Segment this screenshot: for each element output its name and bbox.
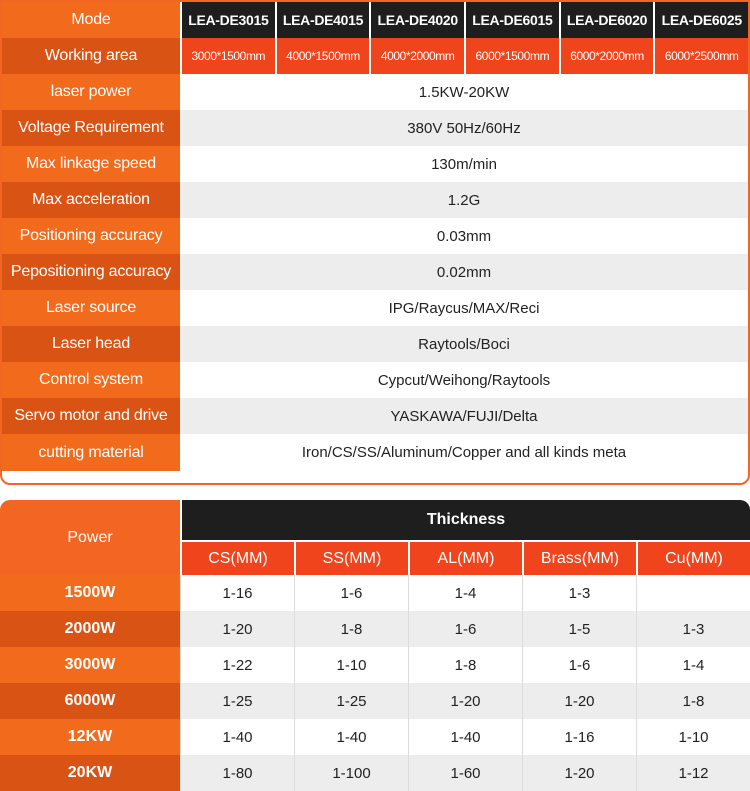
thickness-cell: 1-40 xyxy=(408,719,522,755)
table-row xyxy=(0,647,750,683)
table-row xyxy=(0,755,750,791)
model-cell: LEA-DE3015 xyxy=(180,2,275,38)
working-area-cell: 4000*2000mm xyxy=(369,38,464,74)
spec-row-mode xyxy=(2,2,748,38)
spec-label: Positioning accuracy xyxy=(2,218,180,254)
working-area-label: Working area xyxy=(2,38,180,74)
thickness-cell: 1-4 xyxy=(408,575,522,611)
spec-label: Pepositioning accuracy xyxy=(2,254,180,290)
thickness-cell: 1-8 xyxy=(636,683,750,719)
material-header: AL(MM) xyxy=(408,540,522,575)
thickness-cell: 1-12 xyxy=(636,755,750,791)
spec-label: Voltage Requirement xyxy=(2,110,180,146)
thickness-cell: 1-60 xyxy=(408,755,522,791)
spec-label: laser power xyxy=(2,74,180,110)
thickness-table xyxy=(0,500,750,791)
spec-label: Laser source xyxy=(2,290,180,326)
working-area-cell: 3000*1500mm xyxy=(180,38,275,74)
thickness-cell: 1-8 xyxy=(408,647,522,683)
power-cell: 3000W xyxy=(0,647,180,683)
thickness-cell: 1-10 xyxy=(294,647,408,683)
working-area-cell: 4000*1500mm xyxy=(275,38,370,74)
spec-label: Servo motor and drive xyxy=(2,398,180,434)
thickness-cell: 1-16 xyxy=(522,719,636,755)
mode-label: Mode xyxy=(2,2,180,38)
model-cell: LEA-DE4015 xyxy=(275,2,370,38)
thickness-cell: 1-25 xyxy=(180,683,294,719)
spec-value: YASKAWA/FUJI/Delta xyxy=(180,398,748,434)
thickness-cell: 1-20 xyxy=(522,683,636,719)
thickness-cell: 1-6 xyxy=(408,611,522,647)
thickness-title: Thickness xyxy=(180,500,750,540)
spec-row xyxy=(2,182,748,218)
spec-row-working-area xyxy=(2,38,748,74)
power-cell: 1500W xyxy=(0,575,180,611)
spec-row xyxy=(2,434,748,471)
thickness-cell: 1-6 xyxy=(522,647,636,683)
spec-row xyxy=(2,290,748,326)
thickness-cell: 1-20 xyxy=(180,611,294,647)
spec-label: cutting material xyxy=(2,434,180,471)
model-cell: LEA-DE4020 xyxy=(369,2,464,38)
thickness-cell xyxy=(636,575,750,611)
working-area-cell: 6000*2500mm xyxy=(653,38,748,74)
thickness-cell: 1-3 xyxy=(522,575,636,611)
spec-label: Control system xyxy=(2,362,180,398)
power-cell: 6000W xyxy=(0,683,180,719)
thickness-cell: 1-3 xyxy=(636,611,750,647)
spec-row xyxy=(2,110,748,146)
thickness-cell: 1-6 xyxy=(294,575,408,611)
thickness-cell: 1-100 xyxy=(294,755,408,791)
material-header: SS(MM) xyxy=(294,540,408,575)
spec-row xyxy=(2,218,748,254)
spec-value: Iron/CS/SS/Aluminum/Copper and all kinds meta xyxy=(180,434,748,471)
thickness-cell: 1-22 xyxy=(180,647,294,683)
working-area-cell: 6000*1500mm xyxy=(464,38,559,74)
model-cell: LEA-DE6015 xyxy=(464,2,559,38)
spec-row xyxy=(2,146,748,182)
power-header: Power xyxy=(0,500,180,575)
material-header: CS(MM) xyxy=(180,540,294,575)
thickness-cell: 1-10 xyxy=(636,719,750,755)
spec-row xyxy=(2,326,748,362)
table-row xyxy=(0,611,750,647)
spec-value: IPG/Raycus/MAX/Reci xyxy=(180,290,748,326)
material-header-row xyxy=(180,540,750,575)
thickness-cell: 1-16 xyxy=(180,575,294,611)
thickness-cell: 1-20 xyxy=(408,683,522,719)
spec-label: Laser head xyxy=(2,326,180,362)
spec-value: Raytools/Boci xyxy=(180,326,748,362)
spec-value: 1.5KW-20KW xyxy=(180,74,748,110)
table-row xyxy=(0,575,750,611)
power-cell: 12KW xyxy=(0,719,180,755)
spec-value: Cypcut/Weihong/Raytools xyxy=(180,362,748,398)
spec-row xyxy=(2,362,748,398)
thickness-cell: 1-5 xyxy=(522,611,636,647)
model-cell: LEA-DE6020 xyxy=(559,2,654,38)
thickness-cell: 1-8 xyxy=(294,611,408,647)
spec-row xyxy=(2,398,748,434)
spec-value: 0.02mm xyxy=(180,254,748,290)
thickness-header xyxy=(0,500,750,575)
thickness-cell: 1-40 xyxy=(180,719,294,755)
thickness-cell: 1-80 xyxy=(180,755,294,791)
working-area-cell: 6000*2000mm xyxy=(559,38,654,74)
spec-label: Max acceleration xyxy=(2,182,180,218)
model-cell: LEA-DE6025 xyxy=(653,2,748,38)
thickness-body xyxy=(0,575,750,791)
spec-label: Max linkage speed xyxy=(2,146,180,182)
power-cell: 2000W xyxy=(0,611,180,647)
table-row xyxy=(0,683,750,719)
table-row xyxy=(0,719,750,755)
thickness-cell: 1-25 xyxy=(294,683,408,719)
spec-value: 1.2G xyxy=(180,182,748,218)
spec-row xyxy=(2,74,748,110)
thickness-cell: 1-20 xyxy=(522,755,636,791)
spec-row xyxy=(2,254,748,290)
spec-value: 380V 50Hz/60Hz xyxy=(180,110,748,146)
power-cell: 20KW xyxy=(0,755,180,791)
thickness-cell: 1-40 xyxy=(294,719,408,755)
thickness-cell: 1-4 xyxy=(636,647,750,683)
material-header: Cu(MM) xyxy=(636,540,750,575)
spec-value: 0.03mm xyxy=(180,218,748,254)
spec-value: 130m/min xyxy=(180,146,748,182)
material-header: Brass(MM) xyxy=(522,540,636,575)
